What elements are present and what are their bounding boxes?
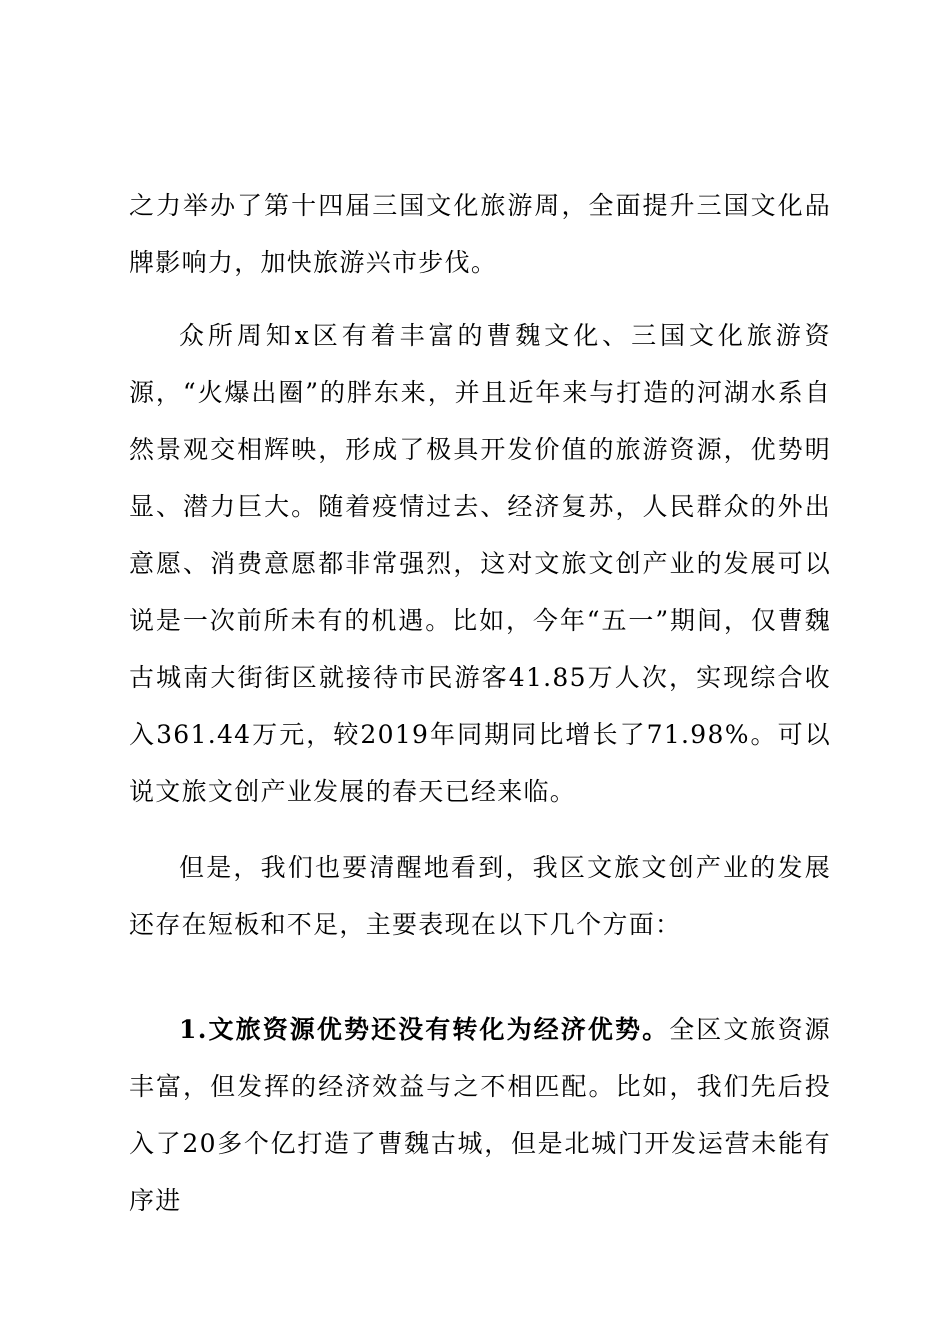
point-1-heading: 1.文旅资源优势还没有转化为经济优势。 <box>179 1015 670 1044</box>
paragraph-point-1 <box>129 1001 831 1229</box>
paragraph-tourism-resources: 众所周知x区有着丰富的曹魏文化、三国文化旅游资源，“火爆出圈”的胖东来，并且近年来与打造的河湖水系自然景观交相辉映，形成了极具开发价值的旅游资源，优势明显、潜力巨大。随着疫情过去、经济复苏，人民群众的外出意愿、消费意愿都非常强烈，这对文旅文创产业的发展可以说是一次前所未有的机遇。比如，今年“五一”期间，仅曹魏古城南大街街区就接待市民游客41.85万人次，实现综合收入361.44万元，较2019年同期同比增长了71.98%。可以说文旅文创产业发展的春天已经来临。 <box>129 321 831 806</box>
point-1-body: 全区文旅资源丰富，但发挥的经济效益与之不相匹配。比如，我们先后投入了20多个亿打造了曹魏古城，但是北城门开发运营未能有序进 <box>129 1015 831 1215</box>
paragraph-shortcomings: 但是，我们也要清醒地看到，我区文旅文创产业的发展还存在短板和不足，主要表现在以下几个方面： <box>129 853 831 939</box>
paragraph-continuation: 之力举办了第十四届三国文化旅游周，全面提升三国文化品牌影响力，加快旅游兴市步伐。 <box>129 191 831 277</box>
